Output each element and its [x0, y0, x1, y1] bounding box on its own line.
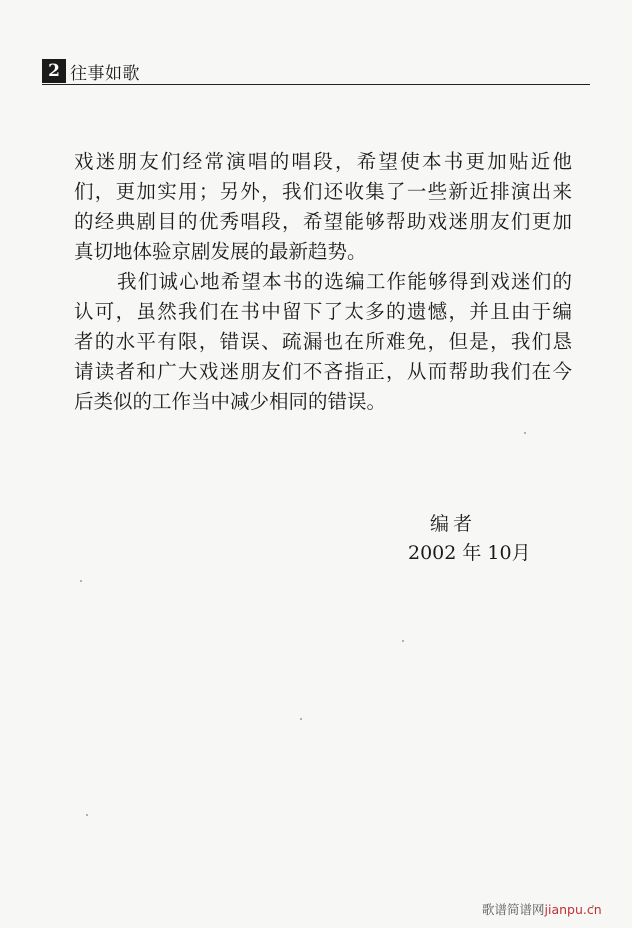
text-line: 后类似的工作当中减少相同的错误。: [74, 390, 387, 413]
text-line: 请读者和广大戏迷朋友们不吝指正，从而帮助我们在今: [74, 360, 572, 383]
body-text: [74, 147, 572, 417]
text-line: 真切地体验京剧发展的最新趋势。: [74, 240, 367, 263]
text-line: 认可，虽然我们在书中留下了太多的遗憾，并且由于编: [74, 300, 572, 323]
header-rule: [42, 84, 590, 85]
book-title: 往事如歌: [70, 63, 140, 84]
text-line: 者的水平有限，错误、疏漏也在所难免，但是，我们恳: [74, 330, 572, 353]
text-line: 的经典剧目的优秀唱段，希望能够帮助戏迷朋友们更加: [74, 210, 572, 233]
scan-speck: [524, 432, 526, 434]
site-watermark: [482, 900, 602, 918]
scan-speck: [300, 718, 302, 720]
paragraph-first-line: 我们诚心地希望本书的选编工作能够得到戏迷们的: [117, 270, 572, 293]
watermark-cn: 歌谱简谱网: [482, 902, 545, 917]
running-header: [42, 58, 140, 84]
scan-speck: [402, 640, 404, 642]
signature-author: 编者: [430, 513, 477, 535]
text-line: 戏迷朋友们经常演唱的唱段，希望使本书更加贴近他: [74, 150, 572, 173]
text-line: 们，更加实用；另外，我们还收集了一些新近排演出来: [74, 180, 572, 203]
scan-speck: [86, 814, 88, 816]
watermark-latin: jianpu.cn: [544, 902, 602, 917]
scan-speck: [80, 580, 82, 582]
signature-date: 2002 年 10月: [408, 542, 531, 564]
page-number: 2: [42, 59, 66, 83]
